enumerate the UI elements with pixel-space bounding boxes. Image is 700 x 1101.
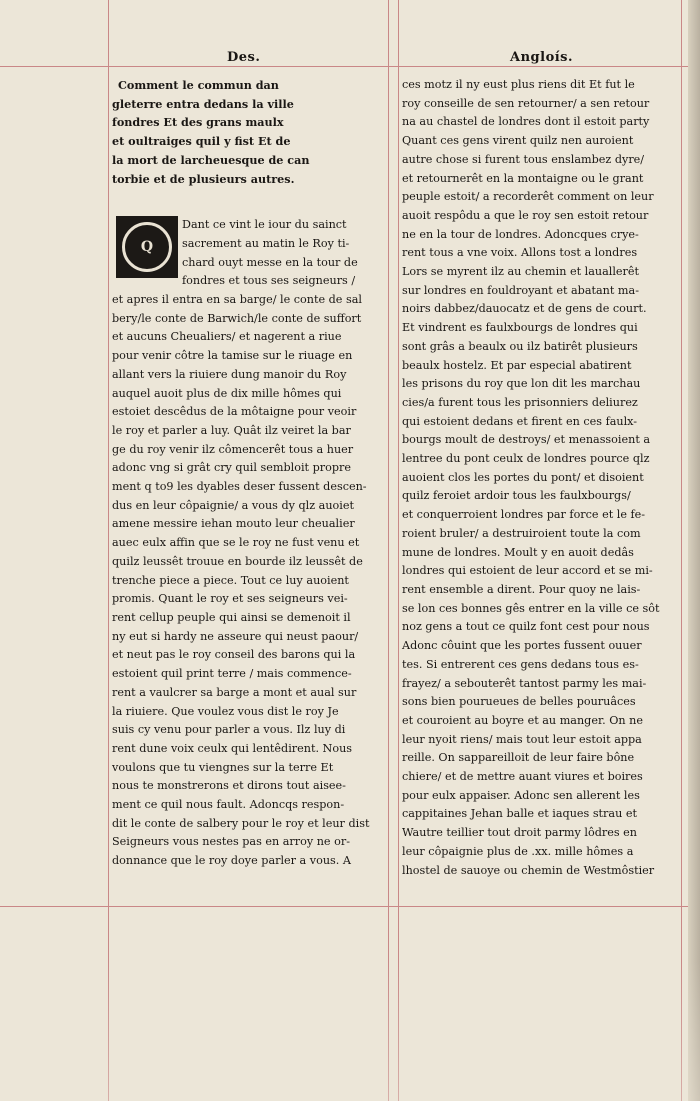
text-line: ny eut si hardy ne asseure qui neust paour/ (112, 629, 359, 643)
text-line: adonc vng si grât cry quil sembloit propre (112, 461, 351, 475)
text-line: sont grâs a beaulx ou ilz batirêt plusieurs (402, 339, 638, 353)
footer-rule (0, 906, 700, 907)
text-line: rent a vaulcrer sa barge a mont et aual sur (112, 685, 357, 699)
rubric-line: la mort de larcheuesque de can (112, 152, 310, 167)
text-line: le roy et parler a luy. Quât ilz veiret la bar (112, 423, 351, 437)
text-line: et apres il entra en sa barge/ le conte de sal (112, 293, 362, 307)
text-line: et conquerroient londres par force et le fe- (402, 508, 646, 522)
text-line: rent tous a vne voix. Allons tost a londres (402, 246, 638, 260)
text-line: amene messire iehan mouto leur cheualier (112, 517, 355, 531)
text-line: chard ouyt messe en la tour de (182, 255, 358, 269)
text-line: beaulx hostelz. Et par especial abatirent (402, 358, 632, 372)
text-line: quilz leussêt trouue en bourde ilz leussêt de (112, 554, 363, 568)
text-line: voulons que tu viengnes sur la terre Et (112, 760, 334, 774)
text-line: lhostel de sauoye ou chemin de Westmôstier (402, 863, 655, 877)
text-line: ne en la tour de londres. Adoncques crye- (402, 227, 639, 241)
text-line: noz gens a tout ce quilz font cest pour nous (402, 620, 650, 634)
text-line: cappitaines Jehan balle et iaques strau et (402, 807, 637, 821)
text-line: ge du roy venir ilz cômencerêt tous a huer (112, 442, 354, 456)
text-line: suis cy venu pour parler a vous. Ilz luy di (112, 723, 346, 737)
text-line: sacrement au matin le Roy ti- (182, 236, 350, 250)
text-line: leur côpaignie plus de .xx. mille hômes a (402, 844, 634, 858)
text-line: sur londres en fouldroyant et abatant ma- (402, 283, 639, 297)
left-text-column (112, 76, 382, 871)
text-line: noirs dabbez/dauocatz et de gens de court. (402, 302, 647, 316)
text-line: les prisons du roy que lon dit les marchau (402, 377, 641, 391)
rubric-line: Comment le commun dan (118, 78, 279, 92)
initial-letter: Q (122, 222, 172, 272)
rubric-line: gleterre entra dedans la ville (112, 96, 294, 111)
chapter-rubric (112, 76, 382, 188)
text-line: tes. Si entrerent ces gens dedans tous es- (402, 657, 639, 671)
text-line: auec eulx affin que se le roy ne fust venu et (112, 536, 360, 550)
text-line: peuple estoit/ a recorderêt comment on leur (402, 190, 654, 204)
text-line: et aucuns Cheualiers/ et nagerent a riue (112, 330, 342, 344)
running-header-left: Des. (227, 50, 261, 65)
text-line: Dant ce vint le iour du sainct (182, 218, 347, 232)
decorated-initial (116, 216, 178, 278)
text-line: rent cellup peuple qui ainsi se demenoit il (112, 610, 351, 624)
text-line: auquel auoit plus de dix mille hômes qui (112, 386, 342, 400)
text-line: rent dune voix ceulx qui lentêdirent. Nous (112, 741, 353, 755)
text-line: Et vindrent es faulxbourgs de londres qui (402, 321, 638, 335)
margin-rule-center-left (388, 0, 389, 1101)
text-line: cies/a furent tous les prisonniers deliurez (402, 395, 638, 409)
text-line: dus en leur côpaignie/ a vous dy qlz auoiet (112, 498, 354, 512)
text-line: ment q to9 les dyables deser fussent descen- (112, 480, 367, 494)
text-line: dit le conte de salbery pour le roy et leur dist (112, 816, 370, 830)
text-line: promis. Quant le roy et ses seigneurs vei- (112, 592, 348, 606)
text-line: sons bien pourueues de belles pouruâces (402, 695, 636, 709)
text-line: se lon ces bonnes gês entrer en la ville ce sôt (402, 601, 660, 615)
header-rule (0, 66, 700, 67)
text-line: autre chose si furent tous enslambez dyre/ (402, 152, 645, 166)
text-line: pour venir côtre la tamise sur le riuage en (112, 349, 353, 363)
margin-rule-left (108, 0, 109, 1101)
text-line: trenche piece a piece. Tout ce luy auoient (112, 573, 349, 587)
rubric-line: et oultraiges quil y fist Et de (112, 134, 291, 149)
text-line: auoient clos les portes du pont/ et disoient (402, 470, 644, 484)
text-line: qui estoient dedans et firent en ces faulx- (402, 414, 638, 428)
text-line: et neut pas le roy conseil des barons qui la (112, 648, 356, 662)
text-line: nous te monstrerons et dirons tout aisee- (112, 779, 346, 793)
text-line: londres qui estoient de leur accord et se mi- (402, 564, 653, 578)
text-line: allant vers la riuiere dung manoir du Roy (112, 367, 347, 381)
text-line: frayez/ a sebouterêt tantost parmy les mai- (402, 676, 647, 690)
text-line: chiere/ et de mettre auant viures et boires (402, 770, 643, 784)
text-line: reille. On sappareilloit de leur faire bône (402, 751, 635, 765)
text-line: quilz feroiet ardoir tous les faulxbourgs/ (402, 489, 631, 503)
text-line: fondres et tous ses seigneurs / (182, 274, 356, 288)
text-line: roy conseille de sen retourner/ a sen retour (402, 96, 650, 110)
margin-rule-center-right (398, 0, 399, 1101)
text-line: ment ce quil nous fault. Adoncqs respon- (112, 798, 345, 812)
book-page-edge (688, 0, 700, 1101)
text-line: Quant ces gens virent quilz nen auroient (402, 134, 634, 148)
text-line: Wautre teillier tout droit parmy lôdres en (402, 826, 637, 840)
text-line: mune de londres. Moult y en auoit dedâs (402, 545, 634, 559)
left-body-text (112, 216, 382, 871)
text-line: rent ensemble a dirent. Pour quoy ne lais- (402, 582, 641, 596)
text-line: ces motz il ny eust plus riens dit Et fut le (402, 78, 635, 91)
text-line: estoiet descêdus de la môtaigne pour veoir (112, 405, 357, 419)
text-line: auoit respôdu a que le roy sen estoit retour (402, 208, 649, 222)
text-line: et couroient au boyre et au manger. On ne (402, 713, 643, 727)
text-line: et retournerêt en la montaigne ou le grant (402, 171, 644, 185)
rubric-line: torbie et de plusieurs autres. (112, 171, 295, 186)
text-line: Adonc côuint que les portes fussent ouuer (402, 639, 642, 653)
text-line: Lors se myrent ilz au chemin et lauallerêt (402, 265, 639, 279)
text-line: bourgs moult de destroys/ et menassoient a (402, 433, 651, 447)
text-line: estoient quil print terre / mais commence- (112, 667, 352, 681)
text-line: na au chastel de londres dont il estoit party (402, 115, 650, 129)
text-line: lentree du pont ceulx de londres pource qlz (402, 452, 650, 466)
text-line: bery/le conte de Barwich/le conte de suffort (112, 311, 362, 325)
text-line: roient bruler/ a destruiroient toute la com (402, 526, 641, 540)
text-line: leur nyoit riens/ mais tout leur estoit appa (402, 732, 642, 746)
text-line: la riuiere. Que voulez vous dist le roy Je (112, 704, 339, 718)
text-line: donnance que le roy doye parler a vous. A (112, 854, 351, 868)
text-line: pour eulx appaiser. Adonc sen allerent les (402, 788, 640, 802)
text-line: Seigneurs vous nestes pas en arroy ne or- (112, 835, 350, 849)
margin-rule-right (681, 0, 682, 1101)
right-text-column (402, 76, 679, 880)
running-header-right: Angloís. (510, 50, 574, 65)
rubric-line: fondres Et des grans maulx (112, 115, 284, 130)
